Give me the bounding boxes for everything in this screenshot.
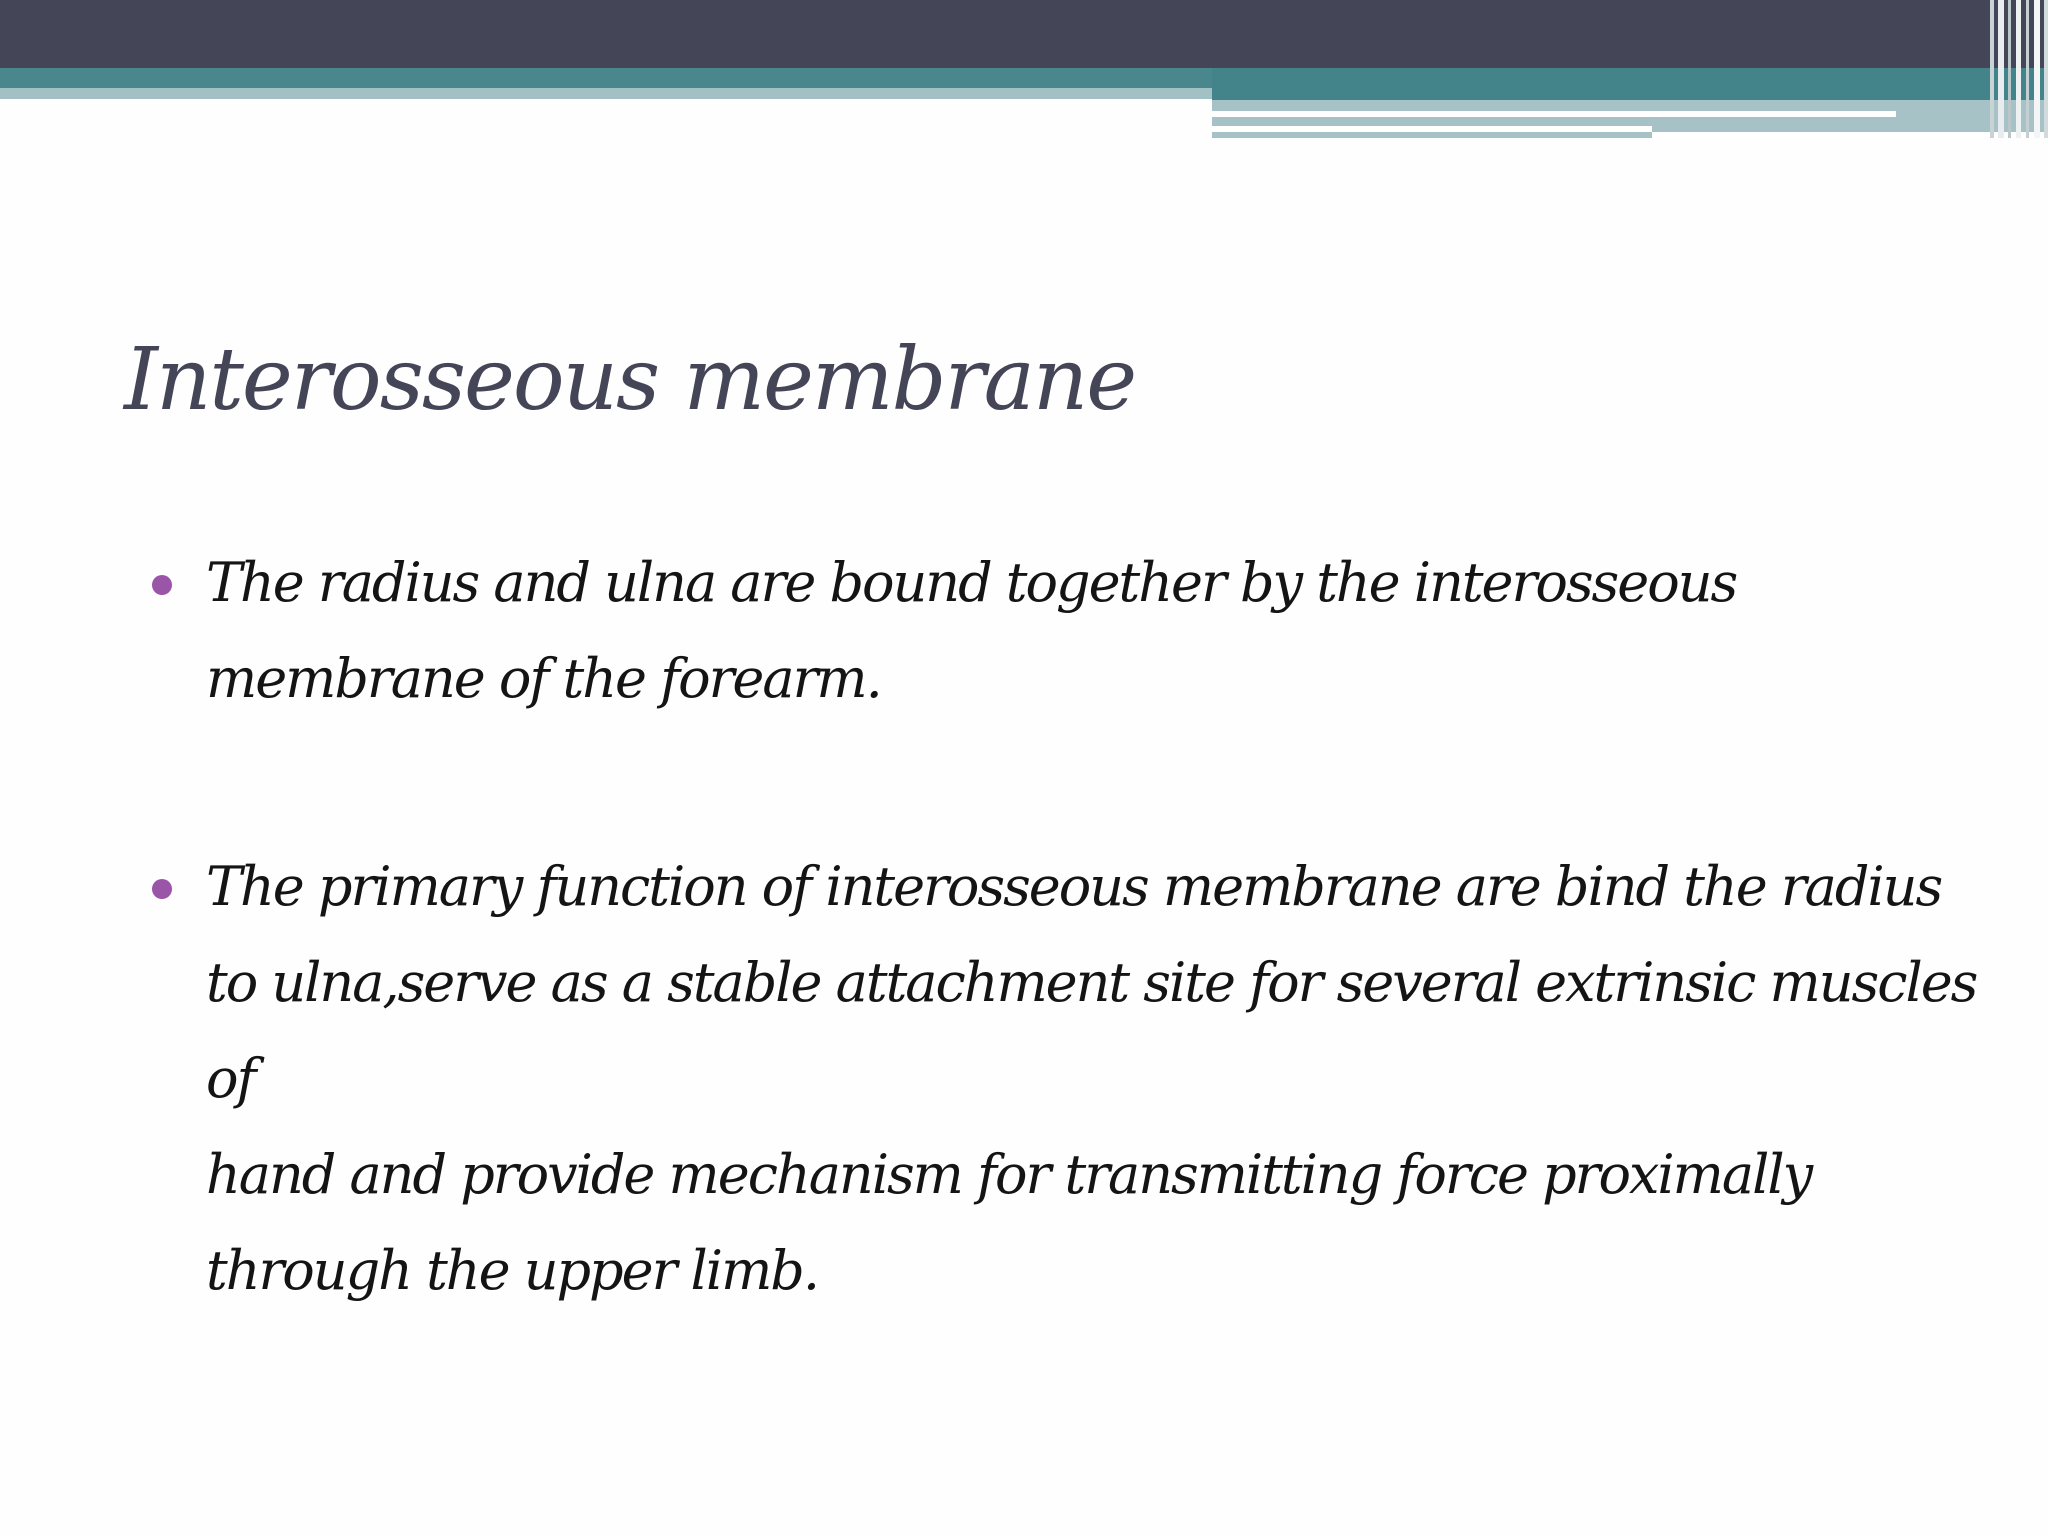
header-stripe (2008, 0, 2011, 138)
bullet-item (150, 535, 2010, 727)
header-band-light-left (0, 88, 1212, 99)
header-accent-tail (1652, 132, 2048, 138)
bullet-item (150, 839, 2010, 1319)
bullet-line: membrane of the forearm. (206, 647, 881, 710)
header-stripe (2016, 0, 2021, 138)
bullet-line: hand and provide mechanism for transmitting force proximally (206, 1143, 1812, 1206)
header-stripes (1990, 0, 2048, 138)
bullet-dot-icon (152, 879, 172, 899)
header-band-teal-right (1212, 68, 2048, 100)
bullet-dot-icon (152, 575, 172, 595)
header-stripe (2044, 0, 2048, 138)
header-band-teal-left (0, 68, 1212, 88)
header-stripe (1990, 0, 1994, 138)
header-accent-line (1212, 111, 1896, 117)
bullet-list (150, 535, 2010, 1319)
bullet-line: The radius and ulna are bound together by the interosseous (206, 551, 1737, 614)
header-stripe (2026, 0, 2029, 138)
bullet-line: The primary function of interosseous membrane are bind the radius (206, 855, 1942, 918)
header-stripe (2034, 0, 2040, 138)
bullet-line: through the upper limb. (206, 1239, 819, 1302)
header-stripe (1998, 0, 2004, 138)
bullet-line: to ulna,serve as a stable attachment site for several extrinsic muscles of (206, 951, 1977, 1110)
header-band-dark (0, 0, 2048, 68)
slide-title: Interosseous membrane (124, 330, 1136, 430)
header-accent-gap (1212, 126, 1652, 132)
